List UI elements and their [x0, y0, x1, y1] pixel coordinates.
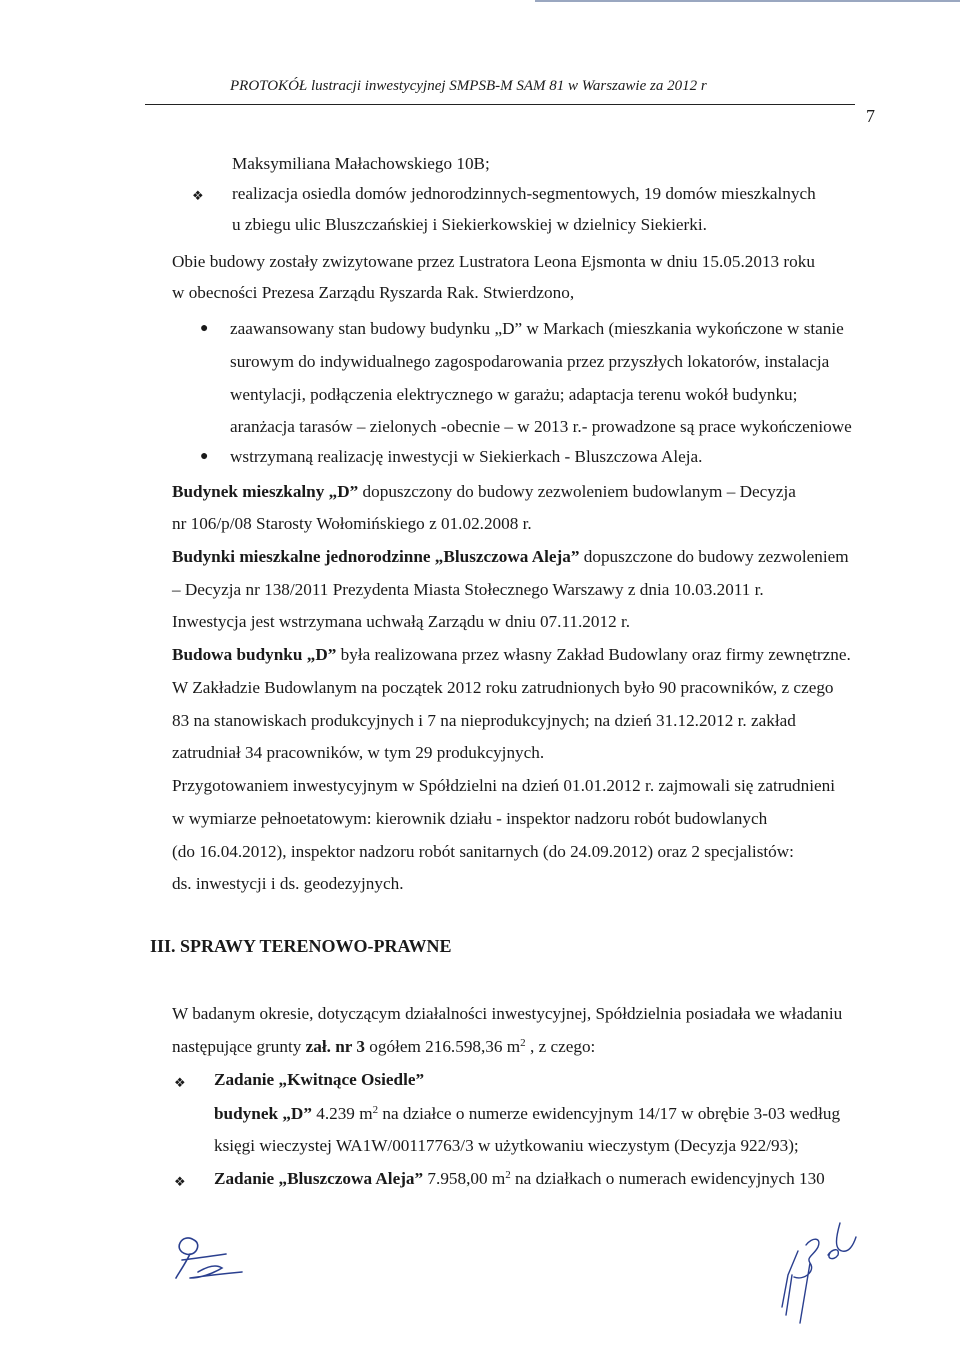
text-span: dopuszczone do budowy zezwoleniem [579, 547, 849, 566]
text-span: , z czego: [525, 1037, 596, 1056]
text-span: na działkach o numerach ewidencyjnych 130 [510, 1169, 825, 1188]
superscript: 2 [505, 1169, 511, 1181]
text-line: księgi wieczystej WA1W/00117763/3 w użytkowaniu wieczystym (Decyzja 922/93); [214, 1136, 799, 1155]
text-line: surowym do indywidualnego zagospodarowania przez przyszłych lokatorów, instalacja [230, 352, 830, 371]
text-line: u zbiegu ulic Bluszczańskiej i Siekierkowskiej w dzielnicy Siekierki. [232, 215, 707, 234]
text-line: wentylacji, podłączenia elektrycznego w garażu; adaptacja terenu wokół budynku; [230, 385, 798, 404]
text-span: 7.958,00 m [423, 1169, 506, 1188]
text-line: ds. inwestycji i ds. geodezyjnych. [172, 874, 404, 893]
text-line [172, 546, 849, 568]
text-line: wstrzymaną realizację inwestycji w Siekierkach - Bluszczowa Aleja. [230, 447, 703, 466]
text-line [214, 1168, 825, 1190]
text-line [214, 1069, 424, 1091]
bullet-dot-icon: ● [200, 321, 209, 336]
text-line: (do 16.04.2012), inspektor nadzoru robót sanitarnych (do 24.09.2012) oraz 2 specjalistów: [172, 842, 794, 861]
initials-signature-left [168, 1228, 248, 1288]
text-line: zatrudniał 34 pracowników, w tym 29 produkcyjnych. [172, 743, 545, 762]
header-rule [145, 104, 855, 105]
text-line [172, 1036, 595, 1058]
bullet-diamond-icon: ❖ [174, 1076, 186, 1091]
superscript: 2 [372, 1104, 379, 1116]
bold-phrase: Budynek mieszkalny „D” [172, 482, 359, 501]
text-line: nr 106/p/08 Starosty Wołomińskiego z 01.02.2008 r. [172, 514, 532, 533]
bold-phrase: budynek „D” [214, 1104, 312, 1123]
text-span: ogółem 216.598,36 m [365, 1037, 521, 1056]
bold-phrase: Budowa budynku „D” [172, 645, 337, 664]
bullet-diamond-icon: ❖ [192, 189, 204, 204]
bold-phrase: Zadanie „Bluszczowa Aleja” [214, 1169, 424, 1188]
text-span: na działce o numerze ewidencyjnym 14/17 w obrębie 3-03 według [378, 1104, 841, 1123]
text-line: Maksymiliana Małachowskiego 10B; [232, 154, 490, 173]
text-line: Obie budowy zostały zwizytowane przez Lustratora Leona Ejsmonta w dniu 15.05.2013 roku [172, 252, 815, 271]
superscript: 2 [520, 1037, 526, 1049]
bullet-dot-icon: ● [200, 449, 209, 464]
text-line [172, 644, 851, 666]
text-span: dopuszczony do budowy zezwoleniem budowlanym – Decyzja [358, 482, 796, 501]
text-line: 83 na stanowiskach produkcyjnych i 7 na nieprodukcyjnych; na dzień 31.12.2012 r. zakład [172, 711, 796, 730]
bold-phrase: zał. nr 3 [305, 1037, 365, 1056]
text-line: aranżacja tarasów – zielonych -obecnie – w 2013 r.- prowadzone są prace wykończeniowe [230, 417, 852, 436]
text-line: w wymiarze pełnoetatowym: kierownik działu - inspektor nadzoru robót budowlanych [172, 809, 768, 828]
text-line: Inwestycja jest wstrzymana uchwałą Zarządu w dniu 07.11.2012 r. [172, 612, 631, 631]
bold-phrase: Zadanie „Kwitnące Osiedle” [214, 1070, 425, 1089]
text-line: W badanym okresie, dotyczącym działalności inwestycyjnej, Spółdzielnia posiadała we władaniu [172, 1004, 843, 1023]
bullet-diamond-icon: ❖ [174, 1175, 186, 1190]
text-line [214, 1103, 840, 1125]
text-line: Przygotowaniem inwestycyjnym w Spółdzielni na dzień 01.01.2012 r. zajmowali się zatrudnieni [172, 776, 836, 795]
text-line: zaawansowany stan budowy budynku „D” w Markach (mieszkania wykończone w stanie [230, 319, 844, 338]
bold-phrase: Budynki mieszkalne jednorodzinne „Bluszczowa Aleja” [172, 547, 580, 566]
text-line [172, 481, 796, 503]
text-span: była realizowana przez własny Zakład Budowlany oraz firmy zewnętrzne. [336, 645, 851, 664]
text-line: – Decyzja nr 138/2011 Prezydenta Miasta Stołecznego Warszawy z dnia 10.03.2011 r. [172, 580, 764, 599]
section-heading: III. SPRAWY TERENOWO-PRAWNE [150, 936, 452, 956]
text-span: następujące grunty [172, 1037, 306, 1056]
text-line: w obecności Prezesa Zarządu Ryszarda Rak. Stwierdzono, [172, 283, 575, 302]
text-line: W Zakładzie Budowlanym na początek 2012 roku zatrudnionych było 90 pracowników, z czego [172, 678, 834, 697]
initials-signature-right [770, 1215, 860, 1335]
page-number: 7 [866, 106, 875, 126]
text-span: 4.239 m [311, 1104, 373, 1123]
text-line: realizacja osiedla domów jednorodzinnych-segmentowych, 19 domów mieszkalnych [232, 184, 816, 203]
scan-edge-strip [535, 0, 960, 2]
document-header: PROTOKÓŁ lustracji inwestycyjnej SMPSB-M SAM 81 w Warszawie za 2012 r [230, 78, 707, 94]
